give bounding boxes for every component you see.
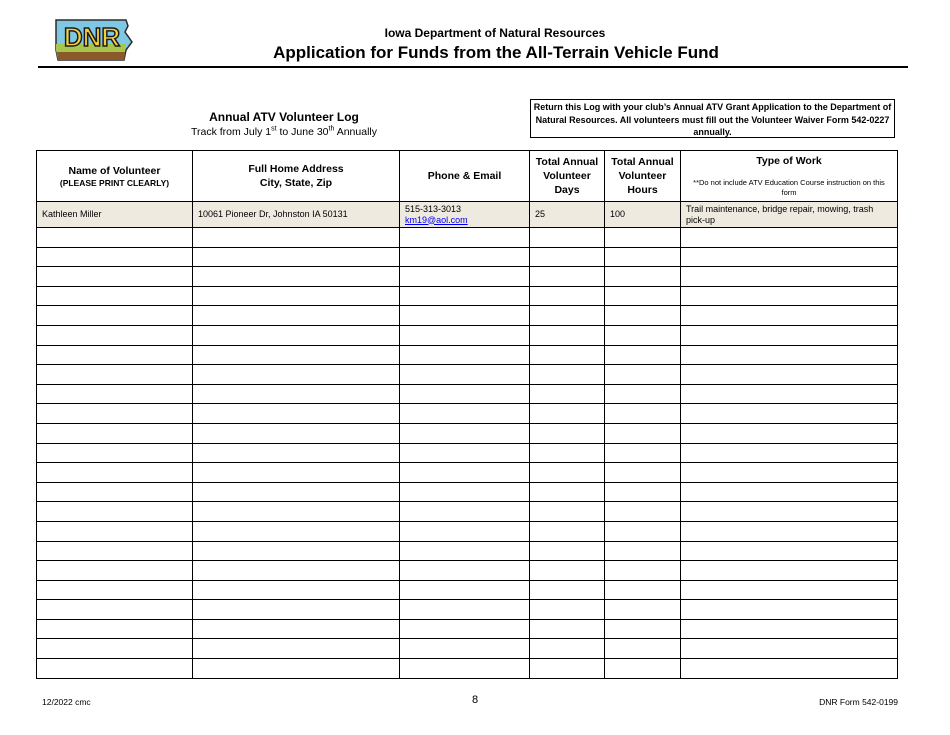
table-row [37, 463, 898, 483]
volunteer-work-type-blank[interactable] [681, 521, 898, 541]
table-header-row [37, 151, 898, 202]
volunteer-contact-blank[interactable] [400, 659, 530, 679]
volunteer-contact-blank[interactable] [400, 365, 530, 385]
volunteer-hours-blank[interactable] [605, 561, 681, 581]
volunteer-contact-blank[interactable] [400, 502, 530, 522]
table-row [37, 345, 898, 365]
volunteer-days-blank[interactable] [530, 443, 605, 463]
table-row [37, 384, 898, 404]
table-row [37, 443, 898, 463]
volunteer-work-type-blank[interactable] [681, 600, 898, 620]
header-address: Full Home Address City, State, Zip [193, 151, 400, 202]
volunteer-address-blank[interactable] [193, 325, 400, 345]
volunteer-contact-blank[interactable] [400, 600, 530, 620]
table-row [37, 659, 898, 679]
volunteer-days-blank[interactable] [530, 306, 605, 326]
log-subtitle: Track from July 1st to June 30th Annually [190, 125, 377, 138]
volunteer-hours-blank[interactable] [605, 541, 681, 561]
table-row [37, 365, 898, 385]
revision-code: 12/2022 cmc [42, 697, 91, 707]
table-row [37, 306, 898, 326]
log-title: Annual ATV Volunteer Log [209, 110, 359, 124]
volunteer-contact-blank[interactable] [400, 561, 530, 581]
dnr-logo [52, 14, 134, 66]
volunteer-contact-blank[interactable] [400, 521, 530, 541]
volunteer-hours-blank[interactable] [605, 365, 681, 385]
volunteer-days-blank[interactable] [530, 541, 605, 561]
volunteer-hours-blank[interactable] [605, 404, 681, 424]
volunteer-hours-blank[interactable] [605, 286, 681, 306]
volunteer-days-blank[interactable] [530, 580, 605, 600]
table-row [37, 228, 898, 248]
volunteer-name-blank[interactable] [37, 267, 193, 287]
volunteer-hours-blank[interactable] [605, 384, 681, 404]
volunteer-name-blank[interactable] [37, 286, 193, 306]
header-divider [38, 66, 908, 68]
table-row [37, 600, 898, 620]
volunteer-contact-blank[interactable] [400, 247, 530, 267]
volunteer-address-blank[interactable] [193, 384, 400, 404]
volunteer-address-blank[interactable] [193, 404, 400, 424]
page-number: 8 [471, 694, 479, 706]
volunteer-name-blank[interactable] [37, 482, 193, 502]
header-hours: Total Annual Volunteer Hours [605, 151, 681, 202]
volunteer-name-blank[interactable] [37, 384, 193, 404]
volunteer-hours-blank[interactable] [605, 228, 681, 248]
table-row [37, 502, 898, 522]
table-row [37, 247, 898, 267]
volunteer-work-type[interactable]: Trail maintenance, bridge repair, mowing, trash pick-up [681, 202, 898, 228]
volunteer-contact-blank[interactable] [400, 267, 530, 287]
volunteer-hours-blank[interactable] [605, 423, 681, 443]
volunteer-work-type-blank[interactable] [681, 502, 898, 522]
return-notice: Return this Log with your club’s Annual ATV Grant Application to the Department of Natural Resources. All volunteers must fill out the Volunteer Waiver Form 542-0227 annually. [530, 99, 895, 138]
volunteer-address-blank[interactable] [193, 561, 400, 581]
volunteer-address-blank[interactable] [193, 600, 400, 620]
volunteer-name[interactable]: Kathleen Miller [37, 202, 193, 228]
volunteer-address-blank[interactable] [193, 423, 400, 443]
volunteer-name-blank[interactable] [37, 463, 193, 483]
volunteer-contact-blank[interactable] [400, 482, 530, 502]
volunteer-name-blank[interactable] [37, 306, 193, 326]
volunteer-address-blank[interactable] [193, 659, 400, 679]
volunteer-days-blank[interactable] [530, 384, 605, 404]
volunteer-work-type-blank[interactable] [681, 404, 898, 424]
volunteer-days-blank[interactable] [530, 561, 605, 581]
volunteer-address-blank[interactable] [193, 443, 400, 463]
volunteer-hours-blank[interactable] [605, 619, 681, 639]
volunteer-address-blank[interactable] [193, 639, 400, 659]
volunteer-days-blank[interactable] [530, 502, 605, 522]
volunteer-address-blank[interactable] [193, 247, 400, 267]
agency-name: Iowa Department of Natural Resources [384, 26, 606, 40]
volunteer-work-type-blank[interactable] [681, 325, 898, 345]
volunteer-name-blank[interactable] [37, 404, 193, 424]
volunteer-work-type-blank[interactable] [681, 463, 898, 483]
table-row [37, 267, 898, 287]
volunteer-address-blank[interactable] [193, 228, 400, 248]
volunteer-name-blank[interactable] [37, 521, 193, 541]
volunteer-contact-blank[interactable] [400, 286, 530, 306]
volunteer-name-blank[interactable] [37, 561, 193, 581]
volunteer-address-blank[interactable] [193, 521, 400, 541]
volunteer-address-blank[interactable] [193, 541, 400, 561]
volunteer-hours-blank[interactable] [605, 639, 681, 659]
volunteer-address-blank[interactable] [193, 365, 400, 385]
volunteer-days-blank[interactable] [530, 600, 605, 620]
volunteer-name-blank[interactable] [37, 639, 193, 659]
volunteer-contact-blank[interactable] [400, 345, 530, 365]
volunteer-days[interactable]: 25 [530, 202, 605, 228]
volunteer-contact-blank[interactable] [400, 463, 530, 483]
table-row [37, 404, 898, 424]
volunteer-days-blank[interactable] [530, 423, 605, 443]
volunteer-name-blank[interactable] [37, 443, 193, 463]
volunteer-work-type-blank[interactable] [681, 443, 898, 463]
volunteer-work-type-blank[interactable] [681, 384, 898, 404]
volunteer-name-blank[interactable] [37, 345, 193, 365]
volunteer-days-blank[interactable] [530, 463, 605, 483]
volunteer-phone: 515-313-3013 [405, 203, 462, 214]
volunteer-hours-blank[interactable] [605, 580, 681, 600]
header-contact: Phone & Email [400, 151, 530, 202]
volunteer-hours-blank[interactable] [605, 659, 681, 679]
volunteer-address-blank[interactable] [193, 463, 400, 483]
volunteer-contact-blank[interactable] [400, 443, 530, 463]
table-row [37, 619, 898, 639]
volunteer-contact-blank[interactable] [400, 541, 530, 561]
form-number: DNR Form 542-0199 [819, 697, 898, 707]
volunteer-hours-blank[interactable] [605, 521, 681, 541]
table-row [37, 561, 898, 581]
volunteer-hours-blank[interactable] [605, 502, 681, 522]
table-row [37, 541, 898, 561]
volunteer-name-blank[interactable] [37, 580, 193, 600]
volunteer-hours-blank[interactable] [605, 345, 681, 365]
volunteer-hours-blank[interactable] [605, 306, 681, 326]
volunteer-contact[interactable] [400, 202, 530, 228]
volunteer-work-type-blank[interactable] [681, 639, 898, 659]
volunteer-contact-blank[interactable] [400, 580, 530, 600]
volunteer-name-blank[interactable] [37, 502, 193, 522]
header-name: Name of Volunteer (PLEASE PRINT CLEARLY) [37, 151, 193, 202]
dnr-logo-text: DNR [63, 22, 121, 52]
volunteer-days-blank[interactable] [530, 325, 605, 345]
volunteer-days-blank[interactable] [530, 267, 605, 287]
volunteer-address-blank[interactable] [193, 306, 400, 326]
volunteer-days-blank[interactable] [530, 521, 605, 541]
volunteer-work-type-blank[interactable] [681, 580, 898, 600]
volunteer-contact-blank[interactable] [400, 384, 530, 404]
volunteer-days-blank[interactable] [530, 619, 605, 639]
table-row [37, 580, 898, 600]
volunteer-name-blank[interactable] [37, 325, 193, 345]
volunteer-work-type-blank[interactable] [681, 306, 898, 326]
table-row [37, 521, 898, 541]
volunteer-days-blank[interactable] [530, 286, 605, 306]
volunteer-contact-blank[interactable] [400, 639, 530, 659]
table-row [37, 202, 898, 228]
volunteer-address-blank[interactable] [193, 286, 400, 306]
table-row [37, 286, 898, 306]
volunteer-days-blank[interactable] [530, 247, 605, 267]
volunteer-address-blank[interactable] [193, 482, 400, 502]
volunteer-hours-blank[interactable] [605, 325, 681, 345]
header-type-of-work: Type of Work **Do not include ATV Education Course instruction on this form [681, 151, 898, 202]
volunteer-name-blank[interactable] [37, 600, 193, 620]
volunteer-days-blank[interactable] [530, 659, 605, 679]
volunteer-name-blank[interactable] [37, 228, 193, 248]
volunteer-hours[interactable]: 100 [605, 202, 681, 228]
volunteer-work-type-blank[interactable] [681, 619, 898, 639]
volunteer-address[interactable]: 10061 Pioneer Dr, Johnston IA 50131 [193, 202, 400, 228]
volunteer-address-blank[interactable] [193, 267, 400, 287]
page-title: Application for Funds from the All-Terrain Vehicle Fund [273, 43, 719, 62]
volunteer-work-type-blank[interactable] [681, 247, 898, 267]
volunteer-work-type-blank[interactable] [681, 365, 898, 385]
volunteer-contact-blank[interactable] [400, 228, 530, 248]
volunteer-contact-blank[interactable] [400, 325, 530, 345]
volunteer-work-type-blank[interactable] [681, 561, 898, 581]
table-row [37, 482, 898, 502]
volunteer-contact-blank[interactable] [400, 619, 530, 639]
volunteer-contact-blank[interactable] [400, 423, 530, 443]
volunteer-work-type-blank[interactable] [681, 659, 898, 679]
volunteer-address-blank[interactable] [193, 502, 400, 522]
volunteer-work-type-blank[interactable] [681, 345, 898, 365]
volunteer-name-blank[interactable] [37, 247, 193, 267]
volunteer-address-blank[interactable] [193, 580, 400, 600]
volunteer-hours-blank[interactable] [605, 600, 681, 620]
volunteer-work-type-blank[interactable] [681, 286, 898, 306]
volunteer-contact-blank[interactable] [400, 306, 530, 326]
volunteer-address-blank[interactable] [193, 619, 400, 639]
volunteer-hours-blank[interactable] [605, 463, 681, 483]
volunteer-hours-blank[interactable] [605, 443, 681, 463]
header-days: Total Annual Volunteer Days [530, 151, 605, 202]
volunteer-address-blank[interactable] [193, 345, 400, 365]
volunteer-name-blank[interactable] [37, 659, 193, 679]
volunteer-log-table [36, 150, 898, 679]
volunteer-work-type-blank[interactable] [681, 228, 898, 248]
volunteer-contact-blank[interactable] [400, 404, 530, 424]
volunteer-work-type-blank[interactable] [681, 423, 898, 443]
volunteer-hours-blank[interactable] [605, 482, 681, 502]
volunteer-days-blank[interactable] [530, 639, 605, 659]
volunteer-name-blank[interactable] [37, 423, 193, 443]
volunteer-hours-blank[interactable] [605, 267, 681, 287]
volunteer-email-link[interactable]: km19@aol.com [405, 214, 468, 225]
volunteer-work-type-blank[interactable] [681, 267, 898, 287]
table-row [37, 325, 898, 345]
volunteer-work-type-blank[interactable] [681, 541, 898, 561]
volunteer-name-blank[interactable] [37, 619, 193, 639]
volunteer-name-blank[interactable] [37, 541, 193, 561]
volunteer-days-blank[interactable] [530, 365, 605, 385]
table-row [37, 639, 898, 659]
volunteer-days-blank[interactable] [530, 404, 605, 424]
volunteer-work-type-blank[interactable] [681, 482, 898, 502]
volunteer-hours-blank[interactable] [605, 247, 681, 267]
table-row [37, 423, 898, 443]
volunteer-days-blank[interactable] [530, 482, 605, 502]
volunteer-days-blank[interactable] [530, 228, 605, 248]
volunteer-days-blank[interactable] [530, 345, 605, 365]
volunteer-name-blank[interactable] [37, 365, 193, 385]
